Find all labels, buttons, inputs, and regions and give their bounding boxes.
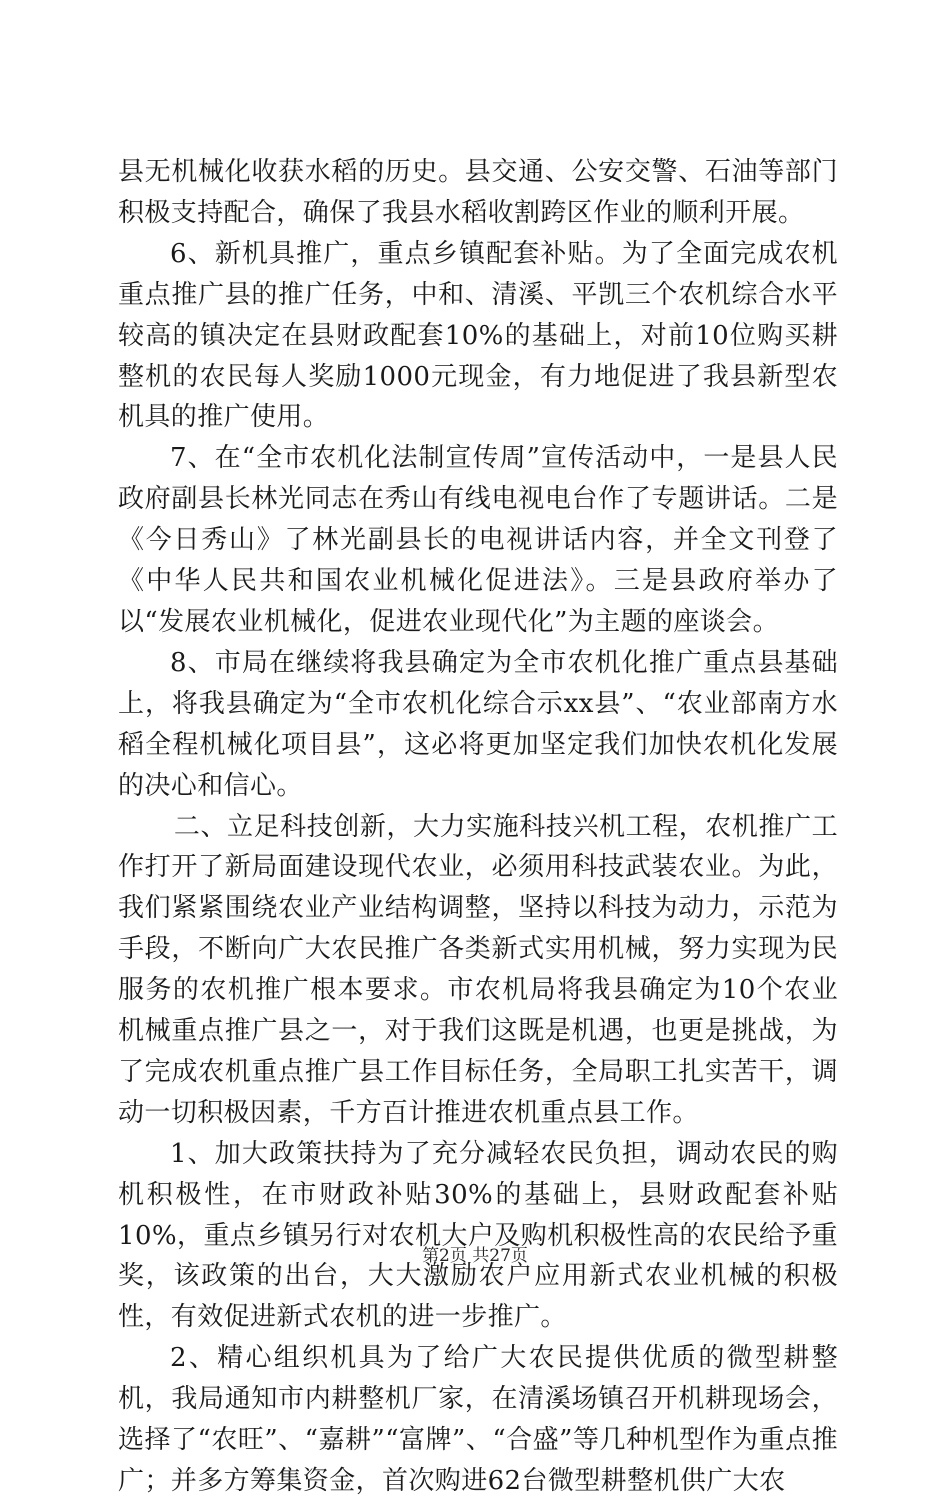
document-body [118, 152, 838, 1502]
paragraph-section-2: 二、立足科技创新，大力实施科技兴机工程，农机推广工作打开了新局面建设现代农业，必须用科技武装农业。为此，我们紧紧围绕农业产业结构调整，坚持以科技为动力，示范为手段，不断向广大农民推广各类新式实用机械，努力实现为民服务的农机推广根本要求。市农机局将我县确定为10个农业机械重点推广县之一，对于我们这既是机遇，也更是挑战，为了完成农机重点推广县工作目标任务，全局职工扎实苦干，调动一切积极因素，千方百计推进农机重点县工作。 [118, 811, 838, 1128]
page-footer: 第2页 共27页 [422, 1246, 528, 1266]
paragraph-item-2: 2、精心组织机具为了给广大农民提供优质的微型耕整机，我局通知市内耕整机厂家，在清溪场镇召开机耕现场会，选择了“农旺”、“嘉耕”“富牌”、“合盛”等几种机型作为重点推广；并多方筹集资金，首次购进62台微型耕整机供广大农 [118, 1343, 838, 1496]
paragraph-item-8: 8、市局在继续将我县确定为全市农机化推广重点县基础上，将我县确定为“全市农机化综合示xx县”、“农业部南方水稻全程机械化项目县”，这必将更加坚定我们加快农机化发展的决心和信心。 [118, 647, 838, 801]
paragraph-item-6: 6、新机具推广，重点乡镇配套补贴。为了全面完成农机重点推广县的推广任务，中和、清溪、平凯三个农机综合水平较高的镇决定在县财政配套10%的基础上，对前10位购买耕整机的农民每人奖励1000元现金，有力地促进了我县新型农机具的推广使用。 [118, 238, 838, 433]
paragraph-continuation: 县无机械化收获水稻的历史。县交通、公安交警、石油等部门积极支持配合，确保了我县水稻收割跨区作业的顺利开展。 [118, 157, 838, 228]
paragraph-item-7: 7、在“全市农机化法制宣传周”宣传活动中，一是县人民政府副县长林光同志在秀山有线电视电台作了专题讲话。二是《今日秀山》了林光副县长的电视讲话内容，并全文刊登了《中华人民共和国农业机械化促进法》。三是县政府举办了以“发展农业机械化，促进农业现代化”为主题的座谈会。 [118, 443, 838, 637]
paragraph-item-1: 1、加大政策扶持为了充分减轻农民负担，调动农民的购机积极性，在市财政补贴30%的基础上，县财政配套补贴10%，重点乡镇另行对农机大户及购机积极性高的农民给予重奖，该政策的出台，大大激励农户应用新式农业机械的积极性，有效促进新式农机的进一步推广。 [118, 1138, 838, 1333]
